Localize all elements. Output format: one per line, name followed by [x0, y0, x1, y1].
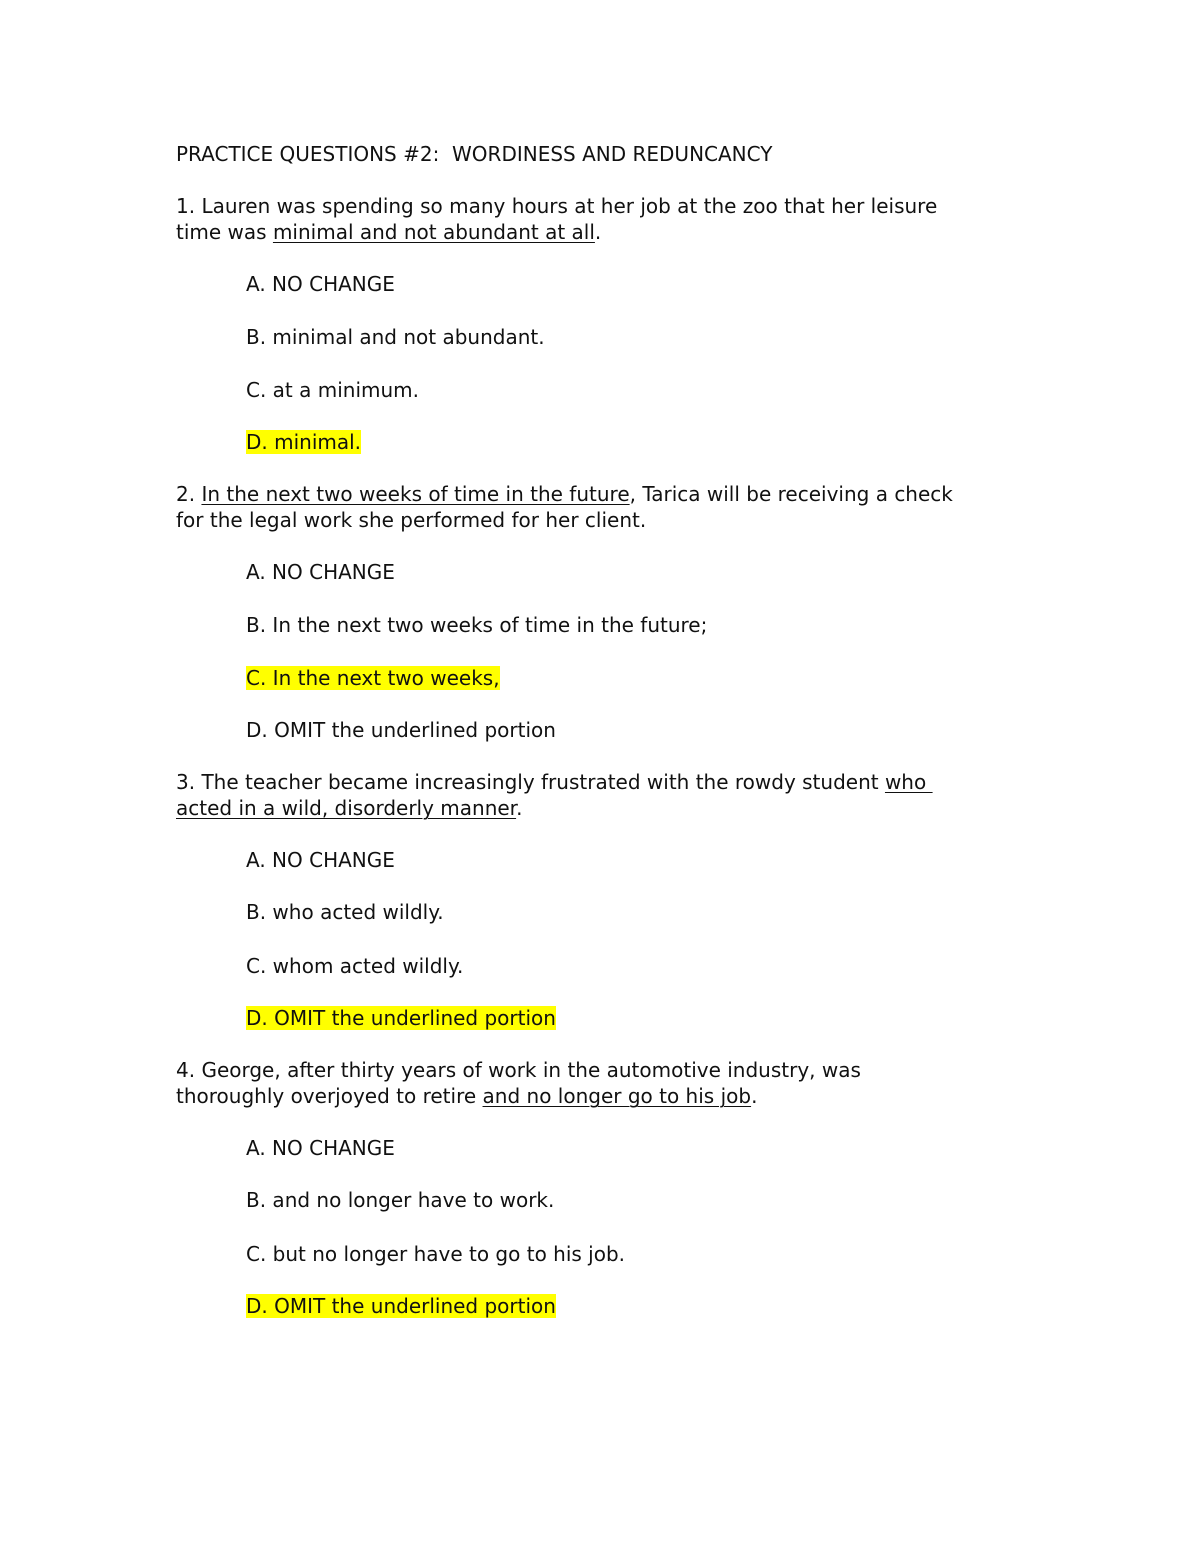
- question-3-option-a: A. NO CHANGE: [246, 848, 395, 872]
- answer-highlight: D. minimal.: [246, 430, 362, 454]
- underlined-portion: In the next two weeks of time in the future: [201, 482, 630, 506]
- question-2-option-d: D. OMIT the underlined portion: [246, 718, 556, 742]
- stem-text: 1. Lauren was spending so many hours at her job at the zoo that her leisure: [176, 194, 938, 218]
- question-2-option-a: A. NO CHANGE: [246, 560, 395, 584]
- question-4-option-d-answer: [246, 1293, 556, 1319]
- question-2-stem-line-1: [176, 481, 953, 507]
- stem-text: .: [594, 220, 602, 244]
- answer-highlight: C. In the next two weeks,: [246, 666, 500, 690]
- stem-text: time was: [176, 220, 273, 244]
- stem-text: 2.: [176, 482, 202, 506]
- underlined-portion: and no longer go to his job: [482, 1084, 752, 1108]
- stem-text: 3. The teacher became increasingly frustrated with the rowdy student: [176, 770, 885, 794]
- question-4-stem-line-2: [176, 1083, 757, 1109]
- question-1-option-d-answer: [246, 429, 361, 455]
- question-2-option-b: B. In the next two weeks of time in the future;: [246, 613, 708, 637]
- question-2-option-c-answer: [246, 665, 500, 691]
- question-4-option-a: A. NO CHANGE: [246, 1136, 395, 1160]
- question-3-stem-line-1: [176, 769, 933, 795]
- stem-text: , Tarica will be receiving a check: [629, 482, 953, 506]
- page-title: PRACTICE QUESTIONS #2: WORDINESS AND REDUNCANCY: [176, 142, 773, 166]
- question-4-option-c: C. but no longer have to go to his job.: [246, 1242, 626, 1266]
- question-3-stem-line-2: [176, 795, 522, 821]
- stem-text: thoroughly overjoyed to retire: [176, 1084, 483, 1108]
- stem-text: for the legal work she performed for her client.: [176, 508, 647, 532]
- stem-text: 4. George, after thirty years of work in the automotive industry, was: [176, 1058, 861, 1082]
- stem-text: .: [751, 1084, 758, 1108]
- question-1-option-a: A. NO CHANGE: [246, 272, 395, 296]
- question-1-option-c: C. at a minimum.: [246, 378, 420, 402]
- stem-text: .: [516, 796, 523, 820]
- question-4-option-b: B. and no longer have to work.: [246, 1188, 555, 1212]
- question-3-option-c: C. whom acted wildly.: [246, 954, 464, 978]
- underlined-portion: minimal and not abundant at all: [272, 220, 595, 244]
- question-4-stem-line-1: [176, 1057, 861, 1083]
- question-2-stem-line-2: [176, 507, 646, 533]
- question-1-option-b: B. minimal and not abundant.: [246, 325, 545, 349]
- underlined-portion: who: [884, 770, 933, 794]
- question-3-option-d-answer: [246, 1005, 556, 1031]
- answer-highlight: D. OMIT the underlined portion: [246, 1294, 556, 1318]
- question-1-stem-line-1: [176, 193, 937, 219]
- underlined-portion: acted in a wild, disorderly manner: [176, 796, 517, 820]
- answer-highlight: D. OMIT the underlined portion: [246, 1006, 556, 1030]
- question-1-stem-line-2: [176, 219, 601, 245]
- question-3-option-b: B. who acted wildly.: [246, 900, 444, 924]
